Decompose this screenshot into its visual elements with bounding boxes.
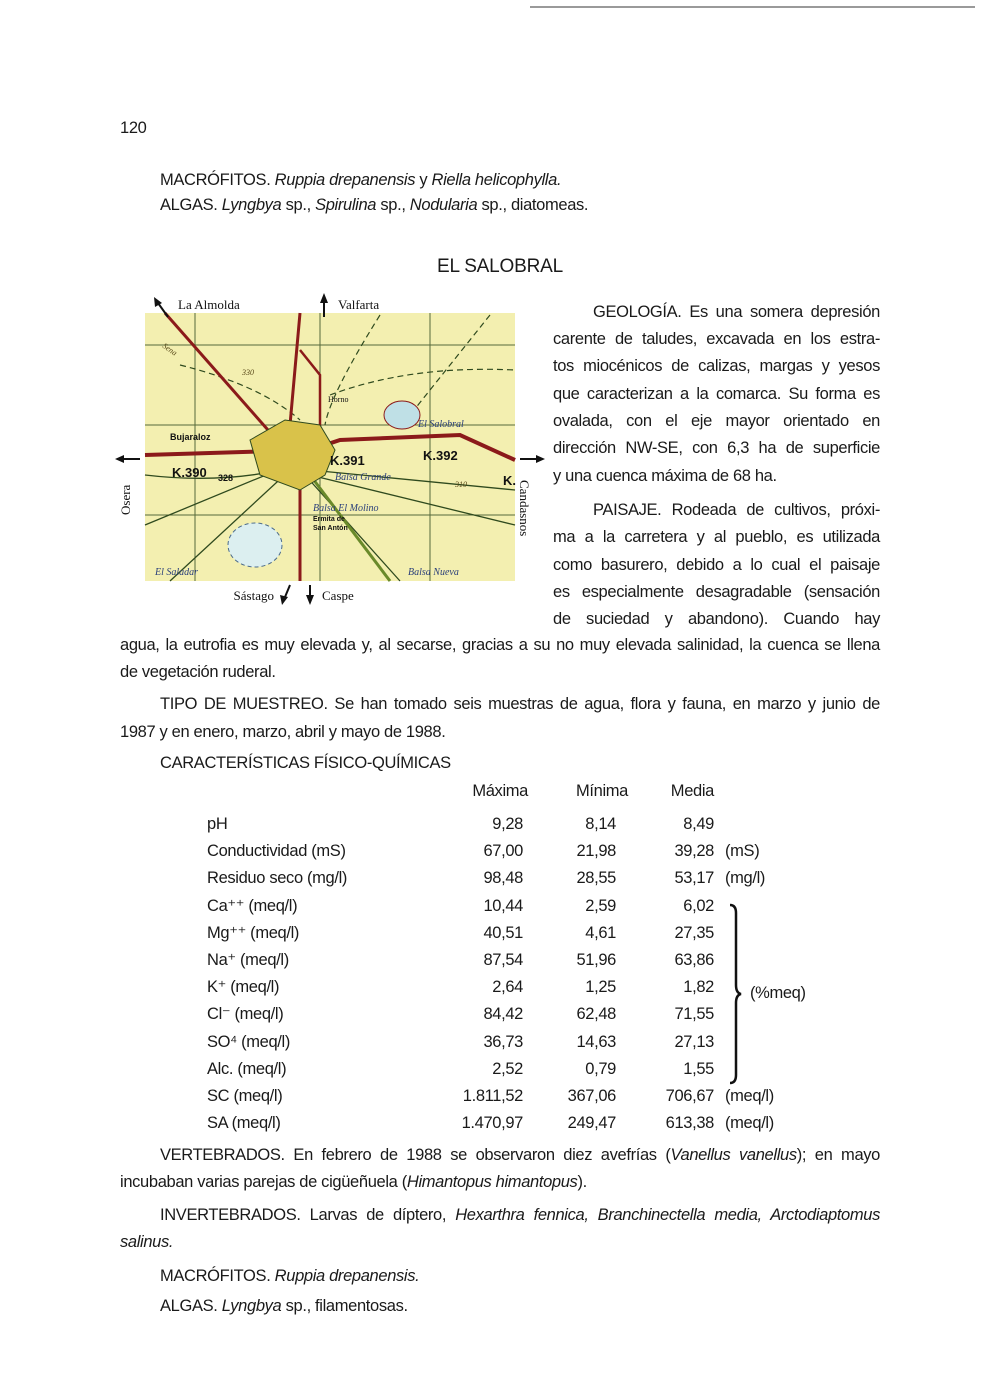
- geologia-line: GEOLOGÍA. Es una somera depresión: [593, 303, 880, 321]
- map-lake-el-saladar: [228, 523, 282, 567]
- cell-maxima: 40,51: [483, 923, 523, 942]
- paisaje-line: PAISAJE. Rodeada de cultivos, próxi-: [593, 501, 880, 519]
- cell-maxima: 98,48: [483, 869, 523, 888]
- map-label-horno: Horno: [328, 395, 349, 404]
- cell-unit: (mS): [725, 842, 760, 861]
- cell-media: 613,38: [665, 1114, 714, 1133]
- cell-media: 1,55: [683, 1059, 714, 1078]
- cell-maxima: 87,54: [483, 951, 523, 969]
- cell-unit: (meq/l): [725, 1114, 774, 1133]
- map-label-k392: K.392: [423, 448, 458, 463]
- cell-minima: 1,25: [585, 978, 616, 997]
- cell-minima: 4,61: [585, 923, 616, 942]
- cell-maxima: 1.811,52: [462, 1087, 523, 1105]
- cell-maxima: 84,42: [483, 1005, 523, 1024]
- map-lake-el-salobral: [384, 401, 420, 429]
- row-label: Mg⁺⁺ (meq/l): [207, 923, 300, 942]
- map-label-candasnos: Candasnos: [517, 480, 532, 537]
- section-title: EL SALOBRAL: [437, 256, 563, 277]
- cell-minima: 28,55: [576, 869, 616, 888]
- vertebrados-line: VERTEBRADOS. En febrero de 1988 se observaron diez avefrías (Vanellus vanellus); en mayo: [160, 1146, 881, 1164]
- cell-media: 53,17: [674, 869, 714, 888]
- cell-media: 706,67: [665, 1087, 714, 1105]
- map-label-el-salobral: El Salobral: [418, 419, 464, 430]
- cell-minima: 367,06: [567, 1087, 616, 1105]
- brace-icon: [728, 903, 742, 1085]
- paisaje-line: de suciedad y abandono). Cuando hay: [553, 610, 880, 628]
- muestreo-line: TIPO DE MUESTREO. Se han tomado seis muestras de agua, flora y fauna, en marzo y junio de: [160, 695, 880, 713]
- geologia-line: tos miocénicos de calizas, margas y yesos: [553, 357, 880, 375]
- map-label-san-anton: San Antón: [313, 525, 348, 532]
- paisaje-line: agua, la eutrofia es muy elevada y, al secarse, gracias a su no muy elevada salinidad, la cuenca se llena: [120, 636, 880, 654]
- page-number: 120: [120, 119, 147, 137]
- map-label-sastago: Sástago: [233, 588, 274, 603]
- map-label-caspe: Caspe: [322, 588, 354, 603]
- row-label: Conductividad (mS): [207, 842, 346, 861]
- paisaje-line: es especialmente desagradable (sensación: [553, 583, 880, 601]
- row-label: SA (meq/l): [207, 1114, 281, 1133]
- row-label: K⁺ (meq/l): [207, 978, 280, 997]
- table-title: CARACTERÍSTICAS FÍSICO-QUÍMICAS: [160, 754, 451, 772]
- cell-media: 27,35: [674, 923, 714, 942]
- muestreo-line: 1987 y en enero, marzo, abril y mayo de 1988.: [120, 723, 446, 741]
- location-map: [110, 275, 550, 615]
- cell-minima: 0,79: [585, 1059, 616, 1078]
- cell-minima: 2,59: [585, 896, 616, 915]
- cell-maxima: 2,64: [492, 978, 523, 997]
- map-label-balsa-nueva: Balsa Nueva: [408, 567, 459, 578]
- paisaje-line: ma a la carretera y al pueblo, es utilizada: [553, 528, 880, 546]
- map-label-328: 328: [218, 473, 234, 483]
- cell-minima: 8,14: [585, 815, 616, 833]
- cell-unit: (mg/l): [725, 869, 766, 888]
- page-top-rule: [530, 6, 975, 8]
- cell-media: 71,55: [674, 1005, 714, 1024]
- algas-line: ALGAS. Lyngbya sp., filamentosas.: [160, 1297, 408, 1315]
- row-label: SC (meq/l): [207, 1087, 283, 1105]
- map-label-310: 310: [455, 480, 467, 489]
- map-label-ermita: Ermita de: [313, 516, 345, 523]
- map-label-osera: Osera: [118, 484, 133, 515]
- row-label: Ca⁺⁺ (meq/l): [207, 896, 298, 915]
- cell-minima: 249,47: [567, 1114, 616, 1133]
- prev-macrofitos: MACRÓFITOS. Ruppia drepanensis y Riella helicophylla.: [160, 171, 562, 189]
- cell-media: 39,28: [674, 842, 714, 861]
- map-label-330: 330: [242, 368, 254, 377]
- cell-media: 63,86: [674, 951, 714, 969]
- invertebrados-line: INVERTEBRADOS. Larvas de díptero, Hexarthra fennica, Branchinectella media, Arctodiaptomus: [160, 1206, 880, 1224]
- vertebrados-line: incubaban varias parejas de cigüeñuela (Himantopus himantopus).: [120, 1173, 587, 1191]
- geologia-line: carente de taludes, excavada en los estra-: [553, 330, 880, 348]
- map-label-balsa-el-molino: Balsa El Molino: [313, 503, 379, 514]
- cell-media: 1,82: [683, 978, 714, 997]
- map-label-el-saladar: El Saladar: [155, 567, 199, 578]
- invertebrados-line: salinus.: [120, 1233, 174, 1251]
- geologia-line: y una cuenca máxima de 68 ha.: [553, 467, 777, 485]
- map-label-balsa-grande: Balsa Grande: [335, 472, 391, 483]
- map-label-sena: Sena: [160, 341, 179, 358]
- cell-maxima: 2,52: [492, 1059, 523, 1078]
- map-label-k: K.: [503, 473, 516, 488]
- macrofitos-line: MACRÓFITOS. Ruppia drepanensis.: [160, 1267, 420, 1285]
- geologia-line: dirección NW-SE, con 6,3 ha de superficie: [553, 439, 880, 457]
- row-label: Residuo seco (mg/l): [207, 869, 348, 888]
- row-label: pH: [207, 815, 228, 833]
- geologia-line: que caracterizan a la comarca. Su forma es: [553, 385, 880, 403]
- row-label: SO⁴ (meq/l): [207, 1032, 291, 1051]
- row-label: Na⁺ (meq/l): [207, 951, 289, 969]
- cell-minima: 14,63: [576, 1032, 616, 1051]
- cell-minima: 51,96: [576, 951, 616, 969]
- row-label: Alc. (meq/l): [207, 1059, 287, 1078]
- cell-maxima: 9,28: [492, 815, 523, 833]
- header-minima: Mínima: [576, 782, 628, 800]
- brace-unit: (%meq): [750, 984, 806, 1002]
- map-label-bujaraloz: Bujaraloz: [170, 432, 211, 442]
- cell-maxima: 36,73: [483, 1032, 523, 1051]
- paisaje-line: de vegetación ruderal.: [120, 663, 276, 681]
- prev-algas: ALGAS. Lyngbya sp., Spirulina sp., Nodularia sp., diatomeas.: [160, 196, 589, 214]
- cell-media: 27,13: [674, 1032, 714, 1051]
- map-label-la-almolda: La Almolda: [178, 297, 240, 312]
- map-label-k391: K.391: [330, 453, 365, 468]
- cell-maxima: 67,00: [483, 842, 523, 861]
- paisaje-line: como basurero, debido a lo cual el paisaje: [553, 556, 880, 574]
- cell-minima: 21,98: [576, 842, 616, 861]
- cell-minima: 62,48: [576, 1005, 616, 1024]
- map-label-k390: K.390: [172, 465, 207, 480]
- header-maxima: Máxima: [472, 782, 528, 800]
- row-label: Cl⁻ (meq/l): [207, 1005, 284, 1024]
- map-label-valfarta: Valfarta: [338, 297, 380, 312]
- cell-media: 8,49: [683, 815, 714, 833]
- header-media: Media: [670, 782, 714, 800]
- cell-unit: (meq/l): [725, 1087, 774, 1105]
- cell-maxima: 1.470,97: [461, 1114, 523, 1133]
- cell-media: 6,02: [683, 896, 714, 915]
- geologia-line: ovalada, con el eje mayor orientado en: [553, 412, 880, 430]
- cell-maxima: 10,44: [483, 896, 523, 915]
